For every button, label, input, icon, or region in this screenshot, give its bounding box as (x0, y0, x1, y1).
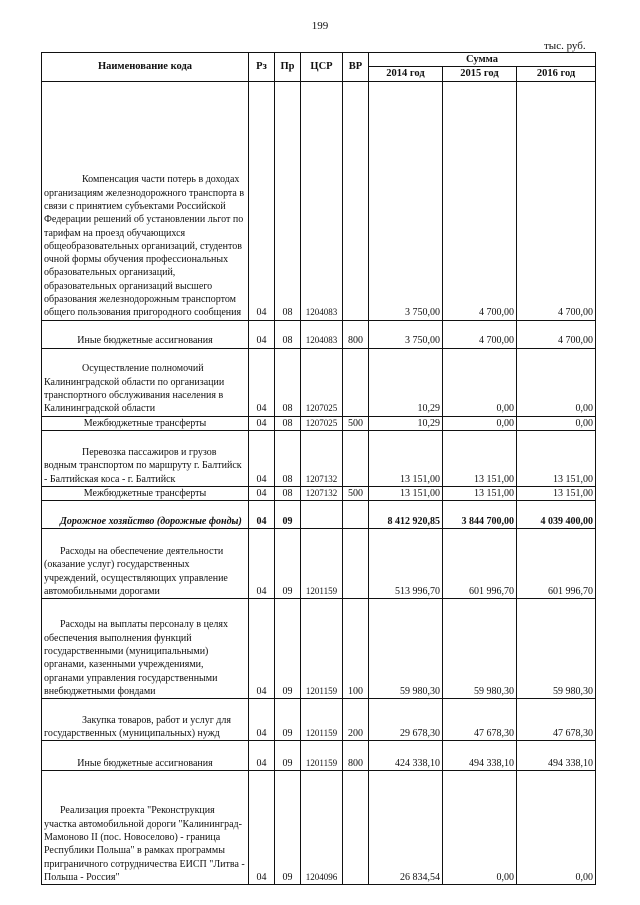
row-name: Расходы на выплаты персоналу в целях обеспечения выполнения функций государственными (муниципальными) органами, казенными учреждениями, органами управления государственными внебюджетными фондами (42, 599, 249, 699)
row-2015: 13 151,00 (443, 430, 517, 486)
header-rz: Рз (249, 53, 275, 82)
page-number: 199 (311, 20, 329, 32)
header-pr: Пр (275, 53, 301, 82)
row-pr: 09 (275, 699, 301, 741)
table-row (42, 348, 596, 416)
row-vr (343, 430, 369, 486)
row-rz: 04 (249, 430, 275, 486)
row-name: Закупка товаров, работ и услуг для государственных (муниципальных) нужд (42, 699, 249, 741)
row-2014: 13 151,00 (369, 430, 443, 486)
row-pr: 08 (275, 320, 301, 348)
row-vr (343, 501, 369, 529)
row-name: Перевозка пассажиров и грузов водным транспортом по маршруту г. Балтийск - Балтийская коса - г. Балтийск (42, 430, 249, 486)
row-2015: 0,00 (443, 348, 517, 416)
row-2015: 494 338,10 (443, 741, 517, 771)
row-vr: 500 (343, 486, 369, 500)
table-row (42, 771, 596, 885)
row-2014: 3 750,00 (369, 81, 443, 320)
row-2014: 26 834,54 (369, 771, 443, 885)
row-2016: 494 338,10 (517, 741, 596, 771)
row-csr: 1204083 (301, 320, 343, 348)
row-name: Межбюджетные трансферты (42, 416, 249, 430)
row-name: Межбюджетные трансферты (42, 486, 249, 500)
row-2015: 3 844 700,00 (443, 501, 517, 529)
row-2014: 10,29 (369, 348, 443, 416)
row-vr (343, 529, 369, 599)
row-vr: 500 (343, 416, 369, 430)
row-vr: 200 (343, 699, 369, 741)
row-2014: 13 151,00 (369, 486, 443, 500)
row-2015: 4 700,00 (443, 81, 517, 320)
row-pr: 08 (275, 430, 301, 486)
header-csr: ЦСР (301, 53, 343, 82)
row-rz: 04 (249, 771, 275, 885)
row-csr: 1207025 (301, 348, 343, 416)
row-2016: 13 151,00 (517, 430, 596, 486)
row-vr: 800 (343, 320, 369, 348)
header-year-2015: 2015 год (443, 67, 517, 81)
row-name: Иные бюджетные ассигнования (42, 320, 249, 348)
row-rz: 04 (249, 416, 275, 430)
row-2014: 10,29 (369, 416, 443, 430)
row-vr: 100 (343, 599, 369, 699)
units-label: тыс. руб. (544, 40, 586, 52)
row-csr (301, 501, 343, 529)
row-pr: 09 (275, 529, 301, 599)
table-row (42, 599, 596, 699)
table-row (42, 416, 596, 430)
row-csr: 1201159 (301, 741, 343, 771)
row-rz: 04 (249, 529, 275, 599)
header-year-2014: 2014 год (369, 67, 443, 81)
row-rz: 04 (249, 741, 275, 771)
row-2014: 424 338,10 (369, 741, 443, 771)
table-row (42, 741, 596, 771)
row-2015: 601 996,70 (443, 529, 517, 599)
row-2016: 4 700,00 (517, 81, 596, 320)
row-rz: 04 (249, 320, 275, 348)
row-pr: 08 (275, 486, 301, 500)
row-2016: 0,00 (517, 348, 596, 416)
table-row (42, 486, 596, 500)
table-row (42, 501, 596, 529)
header-sum: Сумма (369, 53, 596, 67)
row-rz: 04 (249, 81, 275, 320)
row-2016: 13 151,00 (517, 486, 596, 500)
row-csr: 1204083 (301, 81, 343, 320)
row-2015: 4 700,00 (443, 320, 517, 348)
row-rz: 04 (249, 348, 275, 416)
row-2016: 0,00 (517, 771, 596, 885)
table-row (42, 430, 596, 486)
row-vr (343, 771, 369, 885)
row-name: Иные бюджетные ассигнования (42, 741, 249, 771)
header-year-2016: 2016 год (517, 67, 596, 81)
row-csr: 1207132 (301, 430, 343, 486)
row-2016: 4 039 400,00 (517, 501, 596, 529)
row-2016: 47 678,30 (517, 699, 596, 741)
row-2014: 8 412 920,85 (369, 501, 443, 529)
table-row (42, 529, 596, 599)
row-2014: 3 750,00 (369, 320, 443, 348)
row-csr: 1201159 (301, 529, 343, 599)
table-row (42, 320, 596, 348)
row-2016: 0,00 (517, 416, 596, 430)
row-name: Осуществление полномочий Калининградской области по организации транспортного обслуживания населения в Калининградской области (42, 348, 249, 416)
row-2015: 0,00 (443, 416, 517, 430)
row-2016: 59 980,30 (517, 599, 596, 699)
row-csr: 1204096 (301, 771, 343, 885)
row-pr: 09 (275, 771, 301, 885)
row-csr: 1201159 (301, 599, 343, 699)
row-csr: 1207025 (301, 416, 343, 430)
row-rz: 04 (249, 699, 275, 741)
row-pr: 08 (275, 416, 301, 430)
row-name: Реализация проекта "Реконструкция участка автомобильной дороги "Калининград-Мамоново II (пос. Новоселово) - граница Республики Польша" в рамках программы приграничного сотрудничества ЕИСП "Литва - Польша - Россия" (42, 771, 249, 885)
row-pr: 08 (275, 348, 301, 416)
table-row (42, 81, 596, 320)
row-2014: 29 678,30 (369, 699, 443, 741)
row-2015: 0,00 (443, 771, 517, 885)
header-vr: ВР (343, 53, 369, 82)
row-2016: 601 996,70 (517, 529, 596, 599)
row-csr: 1201159 (301, 699, 343, 741)
row-name: Расходы на обеспечение деятельности (оказание услуг) государственных учреждений, осуществляющих управление автомобильными дорогами (42, 529, 249, 599)
budget-table (41, 52, 596, 885)
row-vr (343, 81, 369, 320)
row-2015: 13 151,00 (443, 486, 517, 500)
row-vr (343, 348, 369, 416)
row-rz: 04 (249, 501, 275, 529)
row-name: Компенсация части потерь в доходах организациям железнодорожного транспорта в связи с принятием субъектами Российской Федерации решений об установлении льгот по тарифам на проезд обучающихся общеобразовательных организаций, студентов очной формы обучения профессиональных образовательных организаций, образовательных организаций высшего образования железнодорожным транспортом общего пользования пригородного сообщения (42, 81, 249, 320)
row-name: Дорожное хозяйство (дорожные фонды) (42, 501, 249, 529)
table-row (42, 699, 596, 741)
row-csr: 1207132 (301, 486, 343, 500)
row-rz: 04 (249, 486, 275, 500)
row-2015: 47 678,30 (443, 699, 517, 741)
header-name: Наименование кода (42, 53, 249, 82)
row-vr: 800 (343, 741, 369, 771)
row-pr: 08 (275, 81, 301, 320)
row-2014: 59 980,30 (369, 599, 443, 699)
row-pr: 09 (275, 501, 301, 529)
row-2014: 513 996,70 (369, 529, 443, 599)
row-2016: 4 700,00 (517, 320, 596, 348)
row-rz: 04 (249, 599, 275, 699)
row-pr: 09 (275, 599, 301, 699)
row-2015: 59 980,30 (443, 599, 517, 699)
row-pr: 09 (275, 741, 301, 771)
